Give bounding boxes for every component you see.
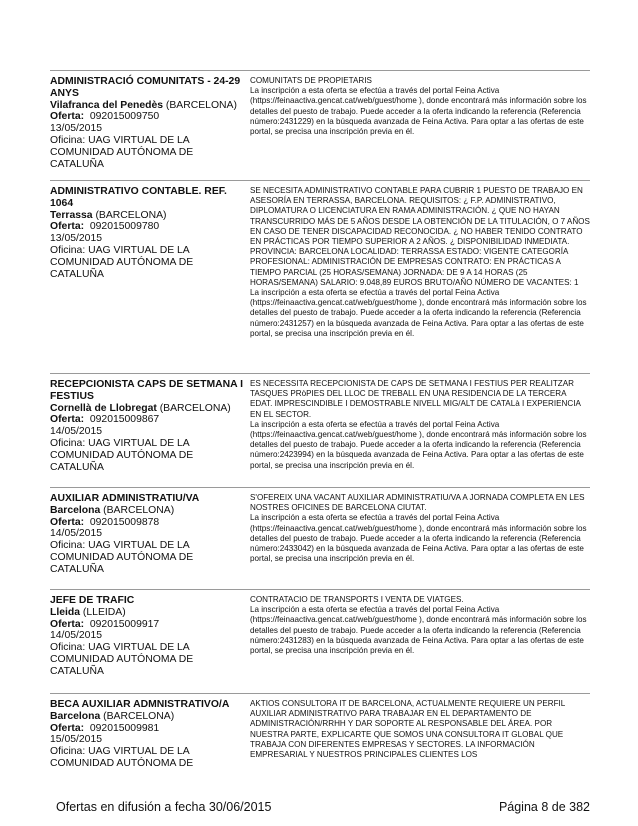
offer-description: CONTRATACIO DE TRANSPORTS I VENTA DE VIATGES. La inscripción a esta oferta se efectúa a través del portal Feina Activa (https://feinaactiva.gencat.cat/web/guest/home ), donde encontrará más información sobre los detalles del puesto de trabajo. Puede acceder a la oferta indicando la referencia (Referencia número:2431283) en la búsqueda avanzada de Feina Activa. Para optar a las ofertas de este portal, se precisa una inscripción previa en él. [250, 595, 587, 656]
offer-entry [50, 589, 590, 678]
offer-description-column [250, 374, 590, 473]
offer-location [50, 210, 244, 222]
offer-office: Oficina: UAG VIRTUAL DE LA COMUNIDAD AUTÓNOMA DE CATALUÑA [50, 244, 194, 280]
offer-location [50, 403, 244, 415]
offer-number: 092015009867 [89, 414, 160, 426]
offer-province: (BARCELONA) [103, 710, 175, 722]
offer-city: Lleida [50, 606, 81, 618]
offer-entry [50, 180, 590, 339]
offer-summary [50, 374, 250, 473]
offer-description-column [250, 71, 590, 170]
offer-office: Oficina: UAG VIRTUAL DE LA COMUNIDAD AUTÓNOMA DE [50, 746, 194, 769]
offer-number-row [50, 619, 244, 631]
offer-summary [50, 590, 250, 678]
footer-date-text: Ofertas en difusión a fecha 30/06/2015 [56, 800, 272, 814]
offer-date: 15/05/2015 [50, 734, 103, 746]
offer-title: BECA AUXILIAR ADMNISTRATIVO/A [50, 699, 230, 710]
offer-title: AUXILIAR ADMINISTRATIU/VA [50, 493, 200, 504]
offer-description-column [250, 590, 590, 678]
offer-city: Cornellà de Llobregat [50, 402, 157, 414]
offer-office: Oficina: UAG VIRTUAL DE LA COMUNIDAD AUTÓNOMA DE CATALUÑA [50, 642, 194, 677]
offer-title: JEFE DE TRAFIC [50, 595, 135, 606]
offer-date: 13/05/2015 [50, 233, 103, 245]
offer-office: Oficina: UAG VIRTUAL DE LA COMUNIDAD AUTÓNOMA DE CATALUÑA [50, 134, 194, 170]
offer-number-label: Oferta: [50, 722, 85, 734]
offer-date: 14/05/2015 [50, 426, 103, 438]
offer-location [50, 711, 244, 723]
offer-city: Terrassa [50, 209, 93, 221]
offer-province: (BARCELONA) [95, 209, 167, 221]
offer-number-row [50, 414, 244, 426]
offer-entry [50, 693, 590, 770]
offer-number-row [50, 111, 244, 123]
offer-city: Vilafranca del Penedès [50, 99, 164, 111]
offer-description: COMUNITATS DE PROPIETARIS La inscripción a esta oferta se efectúa a través del portal Feina Activa (https://feinaactiva.gencat.cat/web/guest/home ), donde encontrará más información sobre los detalles del puesto de trabajo. Puede acceder a la oferta indicando la referencia (Referencia número:2431229) en la búsqueda avanzada de Feina Activa. Para optar a las ofertas de este portal, se precisa una inscripción previa en él. [250, 76, 587, 137]
offer-office: Oficina: UAG VIRTUAL DE LA COMUNIDAD AUTÓNOMA DE CATALUÑA [50, 540, 194, 575]
offer-number: 092015009917 [89, 618, 160, 630]
page-footer [56, 800, 590, 814]
offer-number-label: Oferta: [50, 111, 85, 123]
offer-office: Oficina: UAG VIRTUAL DE LA COMUNIDAD AUTÓNOMA DE CATALUÑA [50, 437, 194, 473]
offer-number-label: Oferta: [50, 414, 85, 426]
offer-date: 13/05/2015 [50, 123, 103, 135]
offer-date: 14/05/2015 [50, 630, 103, 642]
offer-summary [50, 181, 250, 339]
offer-title: ADMINISTRACIÓ COMUNITATS - 24-29 ANYS [50, 76, 241, 99]
offer-entry [50, 373, 590, 473]
offer-description: SE NECESITA ADMINISTRATIVO CONTABLE PARA CUBRIR 1 PUESTO DE TRABAJO EN ASESORÍA EN TERRASSA, BARCELONA. REQUISITOS: ¿ F.P. ADMINISTRATIVO, DIPLOMATURA O LICENCIATURA EN RAMA ADMINISTRACIÓN. ¿ QUE NO HAYAN TRANSCURRIDO MÁS DE 5 AÑOS DESDE LA OBTENCIÓN DE LA TITULACIÓN, O 7 AÑOS EN CASO DE TENER DISCAPACIDAD RECONOCIDA. ¿ NO HABER TENIDO CONTRATO EN PRÁCTICAS POR TIEMPO SUPERIOR A 2 AÑOS. ¿ DISPONIBILIDAD INMEDIATA. PROVINCIA: BARCELONA LOCALIDAD: TERRASSA ESTADO: VIGENTE CATEGORÍA PROFESIONAL: ADMINISTRACIÓN DE EMPRESAS CONTRATO: EN PRÁCTICAS A TIEMPO PARCIAL (25 HORAS/SEMANA) JORNADA: DE 9 A 14 HORAS (25 HORAS/SEMANA) SALARIO: 9.048,89 EUROS BRUTO/AÑO NÚMERO DE VACANTES: 1 La inscripción a esta oferta se efectúa a través del portal Feina Activa (https://feinaactiva.gencat.cat/web/guest/home ), donde encontrará más información sobre los detalles del puesto de trabajo. Puede acceder a la oferta indicando la referencia (Referencia número:2431257) en la búsqueda avanzada de Feina Activa. Para optar a las ofertas de este portal, se precisa una inscripción previa en él. [250, 186, 590, 338]
offer-number-label: Oferta: [50, 516, 85, 528]
offer-number: 092015009750 [89, 111, 160, 123]
offer-city: Barcelona [50, 710, 101, 722]
offer-description-column [250, 181, 590, 339]
offer-description: AKTIOS CONSULTORA IT DE BARCELONA, ACTUALMENTE REQUIERE UN PERFIL AUXILIAR ADMINISTRATIVO PARA TRABAJAR EN EL DEPARTAMENTO DE ADMINISTRACIÓN/RRHH Y DAR SOPORTE AL RESPONSABLE DEL ÁREA. POR NUESTRA PARTE, EXPLICARTE QUE SOMOS UNA CONSULTORA IT GLOBAL QUE TRABAJA CON DIFERENTES EMPRESAS Y SECTORES. LA INFORMACIÓN EMPRESARIAL Y NUESTROS PRINCIPALES CLIENTES LOS [250, 699, 565, 760]
offer-number: 092015009780 [89, 221, 160, 233]
offer-number-row [50, 723, 244, 735]
offer-summary [50, 488, 250, 576]
offer-number-label: Oferta: [50, 221, 85, 233]
offer-number-label: Oferta: [50, 618, 85, 630]
offer-entry [50, 487, 590, 576]
offer-date: 14/05/2015 [50, 528, 103, 540]
offer-province: (BARCELONA) [159, 402, 231, 414]
offer-location [50, 100, 244, 112]
offer-province: (BARCELONA) [165, 99, 237, 111]
offer-title: ADMINISTRATIVO CONTABLE. REF. 1064 [50, 186, 227, 209]
offer-description-column [250, 488, 590, 576]
offer-description-column [250, 694, 590, 770]
offer-number: 092015009981 [89, 722, 160, 734]
offer-title: RECEPCIONISTA CAPS DE SETMANA I FESTIUS [50, 379, 244, 402]
offer-location [50, 505, 244, 517]
offer-number-row [50, 517, 244, 529]
offer-province: (LLEIDA) [82, 606, 126, 618]
offer-description: ES NECESSITA RECEPCIONISTA DE CAPS DE SETMANA I FESTIUS PER REALITZAR TASQUES PRòPIES DEL LLOC DE TREBALL EN UNA RESIDENCIA DE LA TERCERA EDAT. IMPRESCINDIBLE I DEMOSTRABLE NIVELL MIG/ALT DE CATALà I EXPERIENCIA EN EL SECTOR. La inscripción a esta oferta se efectúa a través del portal Feina Activa (https://feinaactiva.gencat.cat/web/guest/home ), donde encontrará más información sobre los detalles del puesto de trabajo. Puede acceder a la oferta indicando la referencia (Referencia número:2423994) en la búsqueda avanzada de Feina Activa. Para optar a las ofertas de este portal, se precisa una inscripción previa en él. [250, 379, 587, 470]
offer-description: S'OFEREIX UNA VACANT AUXILIAR ADMINISTRATIU/VA A JORNADA COMPLETA EN LES NOSTRES OFICINES DE BARCELONA CIUTAT. La inscripción a esta oferta se efectúa a través del portal Feina Activa (https://feinaactiva.gencat.cat/web/guest/home ), donde encontrará más información sobre los detalles del puesto de trabajo. Puede acceder a la oferta indicando la referencia (Referencia número:2433042) en la búsqueda avanzada de Feina Activa. Para optar a las ofertas de este portal, se precisa una inscripción previa en él. [250, 493, 587, 564]
offer-location [50, 607, 244, 619]
offer-summary [50, 71, 250, 170]
footer-page-number: Página 8 de 382 [498, 800, 590, 814]
offer-number: 092015009878 [89, 516, 160, 528]
offer-summary [50, 694, 250, 770]
offer-entry [50, 70, 590, 170]
offer-province: (BARCELONA) [103, 504, 175, 516]
offer-city: Barcelona [50, 504, 101, 516]
offer-number-row [50, 221, 244, 233]
